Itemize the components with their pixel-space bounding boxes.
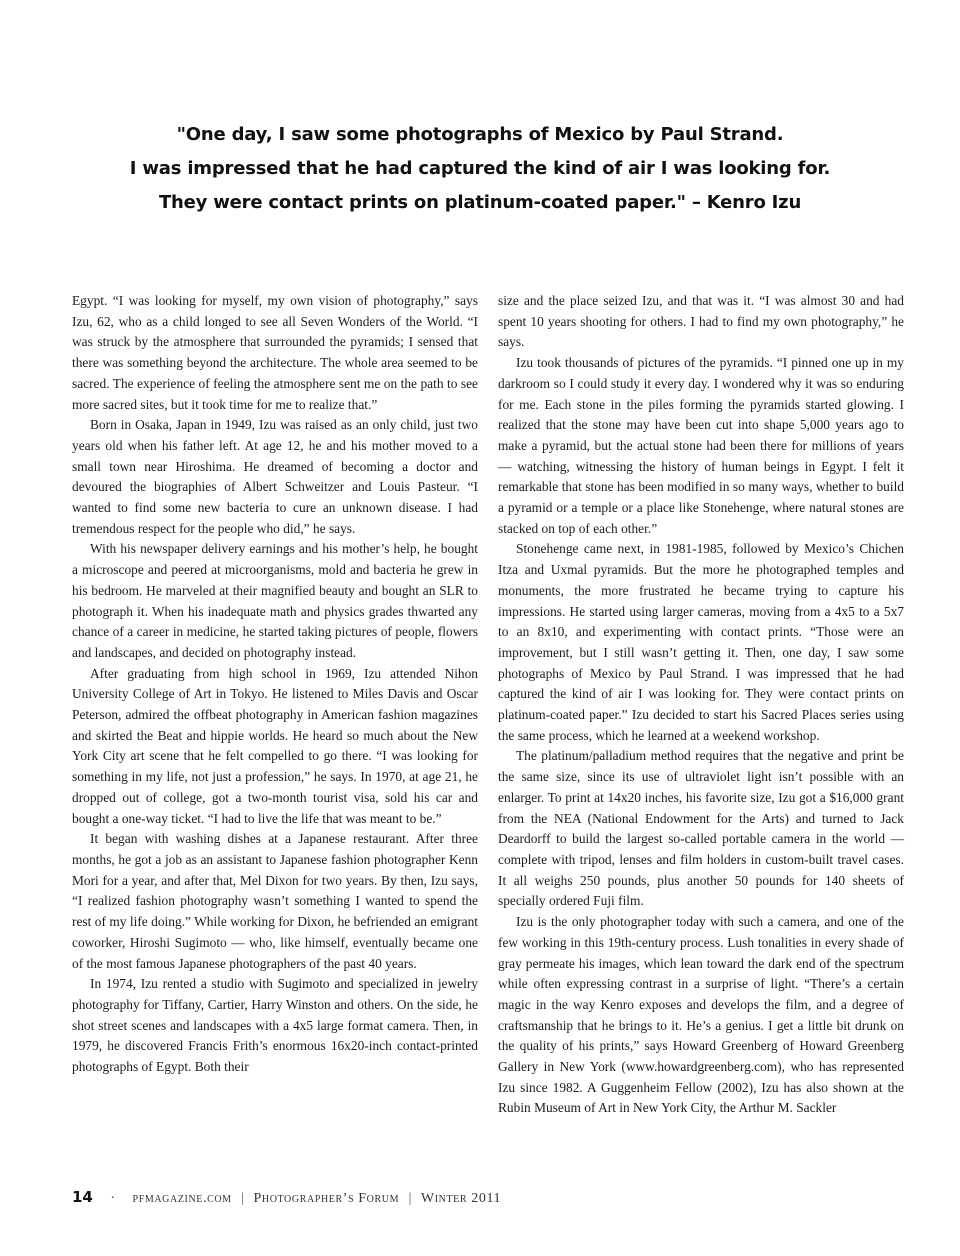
page-footer (72, 1188, 912, 1207)
paragraph: Stonehenge came next, in 1981-1985, followed by Mexico’s Chichen Itza and Uxmal pyramids. But the more he photographed temples and monuments, the more frustrated he became trying to capture his impressions. He started using larger cameras, moving from a 4x5 to a 5x7 to an 8x10, and experimenting with contact prints. “Those were an improvement, but I still wasn’t getting it. Then, one day, I saw some photographs of Mexico by Paul Strand. I was impressed that he had captured the kind of air I was looking for. They were contact prints on platinum-coated paper.” Izu decided to start his Sacred Places series using the same process, which he learned at a weekend workshop. (498, 541, 904, 743)
footer-separator: | (408, 1191, 412, 1206)
pull-quote-line-2: I was impressed that he had captured the kind of air I was looking for. (129, 158, 831, 179)
paragraph: Izu took thousands of pictures of the pyramids. “I pinned one up in my darkroom so I could study it every day. I wondered why it was so enduring for me. Each stone in the piles forming the pyramids started glowing. I realized that the stone may have been cut into shape 5,000 years ago to make a pyramid, but the actual stone had been there for millions of years — watching, witnessing the history of human beings in Egypt. I felt it remarkable that stone has been modified in so many ways, whether to build a pyramid or a temple or a place like Stonehenge, where natural stones are stacked on top of each other.” (498, 355, 904, 536)
paragraph: In 1974, Izu rented a studio with Sugimoto and specialized in jewelry photography for Tiffany, Cartier, Harry Winston and others. On the side, he shot street scenes and landscapes with a 4x5 large format camera. Then, in 1979, he discovered Francis Frith’s enormous 16x20-inch contact-printed photographs of Egypt. Both their (72, 976, 478, 1075)
footer-magazine: Photographer’s Forum (253, 1191, 400, 1206)
paragraph: With his newspaper delivery earnings and his mother’s help, he bought a microscope and peered at microorganisms, mold and bacteria he grew in his bedroom. He marveled at their magnified beauty and bought an SLR to photograph it. When his inadequate math and physics grades thwarted any chance of a career in medicine, he started taking pictures of people, flowers and landscapes, and decided on photography instead. (72, 541, 478, 660)
pull-quote-line-1: "One day, I saw some photographs of Mexico by Paul Strand. (176, 124, 784, 145)
paragraph: size and the place seized Izu, and that was it. “I was almost 30 and had spent 10 years shooting for others. I had to find my own photography,” he says. (498, 293, 904, 350)
footer-separator: | (241, 1191, 244, 1206)
pull-quote (60, 118, 900, 220)
footer-issue: Winter 2011 (420, 1191, 502, 1206)
footer-dot: · (110, 1191, 116, 1206)
page-number: 14 (72, 1188, 93, 1206)
paragraph: Born in Osaka, Japan in 1949, Izu was raised as an only child, just two years old when his father left. At age 12, he and his mother moved to a small town near Hiroshima. He dreamed of becoming a doctor and devoured the biographies of Albert Schweitzer and Louis Pasteur. “I wanted to find some new bacteria to cure an unknown disease. I had tremendous respect for the people who did,” he says. (72, 417, 478, 536)
left-column (72, 291, 478, 1078)
pull-quote-line-3: They were contact prints on platinum-coated paper." – Kenro Izu (158, 192, 802, 213)
paragraph: It began with washing dishes at a Japanese restaurant. After three months, he got a job as an assistant to Japanese fashion photographer Kenn Mori for a year, and after that, Mel Dixon for two years. By then, Izu says, “I realized fashion photography wasn’t something I wanted to spend the rest of my life doing.” While working for Dixon, he befriended an emigrant coworker, Hiroshi Sugimoto — who, like himself, eventually became one of the most famous Japanese photographers of the past 40 years. (72, 831, 478, 971)
paragraph: After graduating from high school in 1969, Izu attended Nihon University College of Art in Tokyo. He listened to Miles Davis and Oscar Peterson, admired the offbeat photography in American fashion magazines and skirted the Beat and hippie worlds. He heard so much about the New York City art scene that he felt compelled to go there. “I was looking for something in my life, not just a profession,” he says. In 1970, at age 21, he dropped out of college, got a two-month tourist visa, sold his car and bought a one-way ticket. “I had to live the life that was meant to be.” (72, 665, 478, 826)
right-column (498, 291, 904, 1119)
paragraph: The platinum/palladium method requires that the negative and print be the same size, since its use of ultraviolet light isn’t possible with an enlarger. To print at 14x20 inches, his favorite size, Izu got a $16,000 grant from the NEA (National Endowment for the Arts) and turned to Jack Deardorff to build the largest so-called portable camera in the world — complete with tripod, lenses and film holders in custom-built travel cases. It all weighs 250 pounds, plus another 50 pounds for 140 sheets of specially ordered Fuji film. (498, 748, 904, 909)
footer-site: pfmagazine.com (132, 1191, 232, 1206)
paragraph: Izu is the only photographer today with such a camera, and one of the few working in this 19th-century process. Lush tonalities in every shade of gray permeate his images, which lean toward the dark end of the spectrum while often expressing contrast in a surprise of light. “There’s a certain magic in the way Kenro exposes and develops the film, and a degree of craftsmanship that he brings to it. He’s a genius. I get a little bit drunk on the quality of his prints,” says Howard Greenberg of Howard Greenberg Gallery in New York (www.howardgreenberg.com), who has represented Izu since 1982. A Guggenheim Fellow (2002), Izu has also shown at the Rubin Museum of Art in New York City, the Arthur M. Sackler (498, 914, 904, 1116)
paragraph: Egypt. “I was looking for myself, my own vision of photography,” says Izu, 62, who as a child longed to see all Seven Wonders of the World. “I was struck by the atmosphere that surrounded the pyramids; I sensed that there was something beyond the architecture. The whole area seemed to be sacred. The experience of feeling the atmosphere sent me on the path to see more sacred sites, but it took time for me to realize that.” (72, 293, 478, 412)
